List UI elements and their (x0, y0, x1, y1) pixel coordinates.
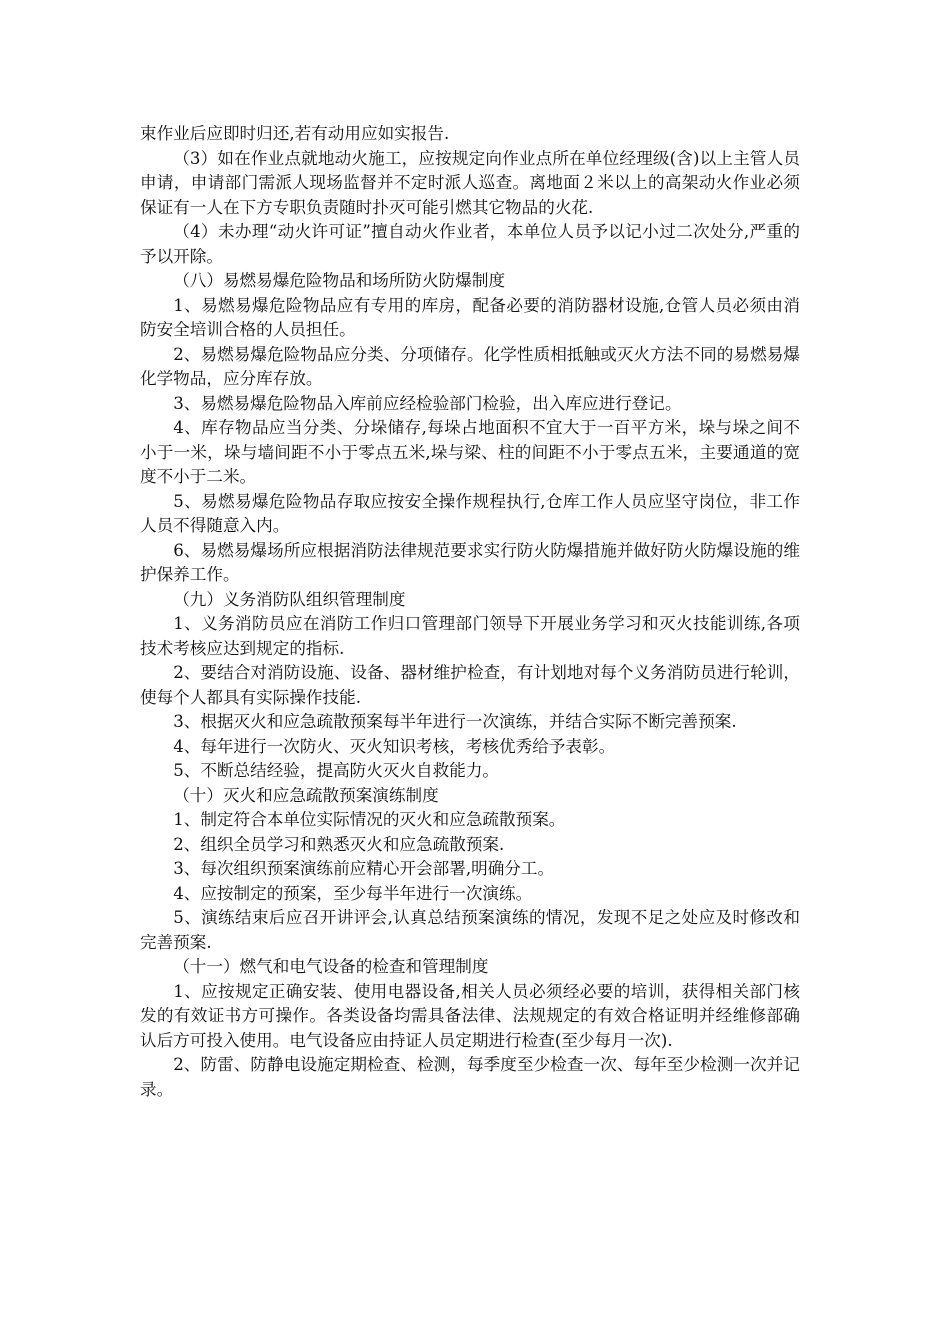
section-heading-11: （十一）燃气和电气设备的检查和管理制度 (173, 957, 489, 976)
paragraph: 2、组织全员学习和熟悉灭火和应急疏散预案. (173, 834, 505, 854)
paragraph: 4、应按制定的预案，至少每半年进行一次演练。 (173, 883, 533, 903)
paragraph: 6、易燃易爆场所应根据消防法律规范要求实行防火防爆措施并做好防火防爆设施的维护保养工作。 (140, 540, 800, 584)
section-heading-9: （九）义务消防队组织管理制度 (173, 589, 406, 609)
paragraph: 1、制定符合本单位实际情况的灭火和应急疏散预案。 (173, 810, 566, 829)
paragraph: 2、要结合对消防设施、设备、器材维护检查，有计划地对每个义务消防员进行轮训，使每个人都具有实际操作技能. (140, 663, 800, 707)
paragraph: 1、应按规定正确安装、使用电器设备,相关人员必须经必要的培训，获得相关部门核发的有效证书方可操作。各类设备均需具备法律、法规规定的有效合格证明并经维修部确认后方可投入使用。电气设备应由持证人员定期进行检查(至少每月一次). (140, 981, 800, 1050)
paragraph: 4、每年进行一次防火、灭火知识考核，考核优秀给予表彰。 (173, 736, 616, 756)
paragraph-item-3: （3）如在作业点就地动火施工，应按规定向作业点所在单位经理级(含)以上主管人员申请，申请部门需派人现场监督并不定时派人巡查。离地面２米以上的高架动火作业必须保证有一人在下方专职负责随时扑灭可能引燃其它物品的火花. (140, 148, 800, 217)
paragraph: 3、每次组织预案演练前应精心开会部署,明确分工。 (173, 859, 555, 878)
paragraph: 5、易燃易爆危险物品存取应按安全操作规程执行,仓库工作人员应坚守岗位，非工作人员不得随意入内。 (140, 491, 800, 535)
paragraph: 4、库存物品应当分类、分垛储存,每垛占地面积不宜大于一百平方米，垛与垛之间不小于一米，垛与墙间距不小于零点五米,垛与梁、柱的间距不小于零点五米，主要通道的宽度不小于二米。 (140, 418, 800, 486)
paragraph: 5、演练结束后应召开讲评会,认真总结预案演练的情况，发现不足之处应及时修改和完善预案. (140, 908, 800, 952)
paragraph-item-4: （4）未办理“动火许可证”擅自动火作业者，本单位人员予以记小过二次处分,严重的予以开除。 (140, 222, 800, 266)
paragraph: 1、易燃易爆危险物品应有专用的库房，配备必要的消防器材设施,仓管人员必须由消防安全培训合格的人员担任。 (140, 295, 800, 339)
section-heading-8: （八）易燃易爆危险物品和场所防火防爆制度 (173, 271, 506, 290)
document-page (140, 122, 800, 1102)
paragraph: 2、防雷、防静电设施定期检查、检测，每季度至少检查一次、每年至少检测一次并记录。 (140, 1055, 800, 1099)
paragraph: 2、易燃易爆危险物品应分类、分项储存。化学性质相抵触或灭火方法不同的易燃易爆化学物品，应分库存放。 (140, 344, 800, 388)
paragraph: 3、根据灭火和应急疏散预案每半年进行一次演练，并结合实际不断完善预案. (173, 712, 737, 731)
paragraph-continuation: 束作业后应即时归还,若有动用应如实报告. (140, 124, 450, 143)
paragraph: 3、易燃易爆危险物品入库前应经检验部门检验，出入库应进行登记。 (173, 393, 682, 413)
paragraph: 1、义务消防员应在消防工作归口管理部门领导下开展业务学习和灭火技能训练,各项技术考核应达到规定的指标. (140, 614, 800, 658)
paragraph: 5、不断总结经验，提高防火灭火自救能力。 (173, 761, 500, 780)
section-heading-10: （十）灭火和应急疏散预案演练制度 (173, 785, 439, 805)
